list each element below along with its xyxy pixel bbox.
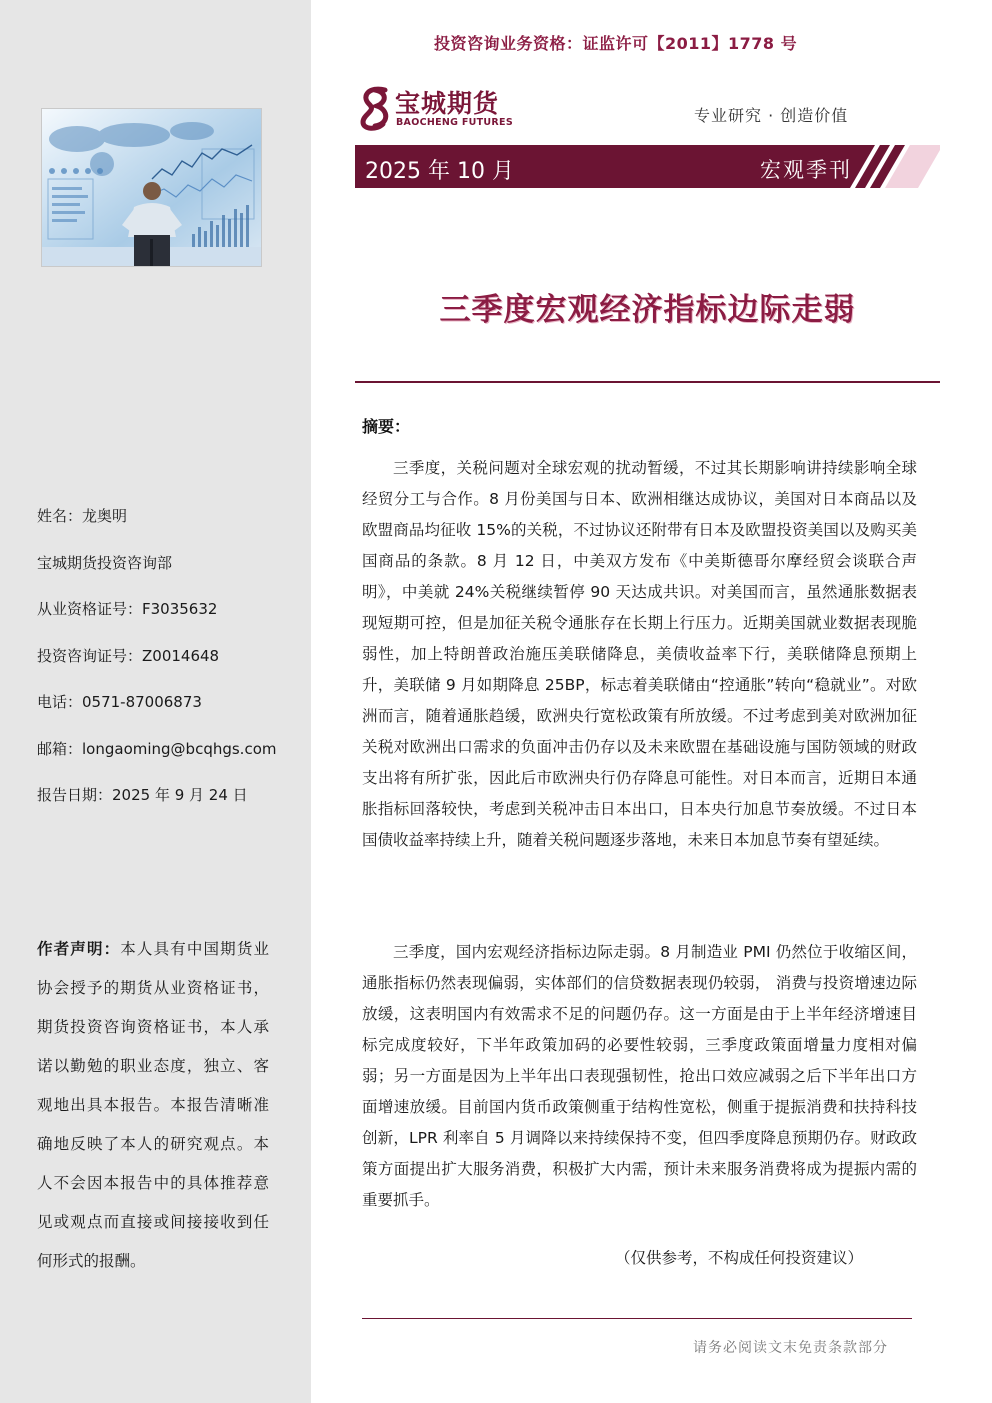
abstract-paragraph-1: 三季度，关税问题对全球宏观的扰动暂缓，不过其长期影响讲持续影响全球经贸分工与合作。8 月份美国与日本、欧洲相继达成协议，美国对日本商品以及欧盟商品均征收 15%的关税，不过协议还附带有日本及欧盟投资美国以及购买美国商品的条款。8 月 12 日，中美双方发布《中美斯德哥尔摩经贸会谈联合声明》，中美就 24%关税继续暂停 90 天达成共识。对美国而言，虽然通胀数据表现短期可控，但是加征关税令通胀存在长期上行压力。近期美国就业数据表现脆弱性，加上特朗普政治施压美联储降息，美债收益率下行，美联储降息预期上升，美联储 9 月如期降息 25BP，标志着美联储由“控通胀”转向“稳就业”。对欧洲而言，随着通胀趋缓，欧洲央行宽松政策有所放缓。不过考虑到美对欧洲加征关税对欧洲出口需求的负面冲击仍存以及未来欧盟在基础设施与国防领域的财政支出将有所扩张，因此后市欧洲央行仍存降息可能性。对日本而言，近期日本通胀指标回落较快，考虑到关税冲击日本出口，日本央行加息节奏放缓。不过日本国债收益率持续上升，随着关税问题逐步落地，未来日本加息节奏有望延续。: [362, 459, 917, 849]
company-logo: [355, 84, 525, 132]
author-consult-license: 投资咨询证号：Z0014648: [37, 646, 220, 665]
slogan: 专业研究 · 创造价值: [694, 106, 849, 125]
report-type: 宏观季刊: [760, 158, 852, 182]
author-phone: 电话：0571-87006873: [37, 693, 202, 711]
author-declaration: [37, 930, 269, 1281]
report-date: 报告日期：2025 年 9 月 24 日: [37, 786, 248, 804]
cover-image: [41, 108, 262, 267]
logo-chinese: 宝城期货: [395, 89, 500, 118]
businessman-chart-illustration: [42, 109, 262, 267]
logo-mark-icon: [355, 84, 395, 132]
investment-disclaimer-note: （仅供参考，不构成任何投资建议）: [615, 1249, 864, 1267]
logo-english: BAOCHENG FUTURES: [396, 117, 513, 128]
author-email: 邮箱：longaoming@bcqhgs.com: [37, 739, 277, 758]
report-title: 三季度宏观经济指标边际走弱: [439, 292, 856, 328]
author-name: 姓名：龙奥明: [37, 507, 128, 525]
declaration-text: 本人具有中国期货业协会授予的期货从业资格证书，期货投资咨询资格证书，本人承诺以勤勉的职业态度，独立、客观地出具本报告。本报告清晰准确地反映了本人的研究观点。本人不会因本报告中的具体推荐意见或观点而直接或间接接收到任何形式的报酬。: [37, 940, 269, 1270]
footer-divider: [362, 1318, 912, 1319]
author-department: 宝城期货投资咨询部: [37, 553, 173, 572]
issue-date: 2025 年 10 月: [365, 159, 514, 184]
issue-banner: [355, 145, 940, 188]
title-divider: [355, 381, 940, 383]
author-license: 从业资格证号：F3035632: [37, 600, 218, 618]
abstract-paragraph-2: 三季度，国内宏观经济指标边际走弱。8 月制造业 PMI 仍然位于收缩区间，通胀指标仍然表现偏弱，实体部们的信贷数据表现仍较弱， 消费与投资增速边际放缓，这表明国内有效需求不足的问题仍存。这一方面是由于上半年经济增速目标完成度较好，下半年政策加码的必要性较弱，三季度政策面增量力度相对偏弱；另一方面是因为上半年出口表现强韧性，抢出口效应减弱之后下半年出口方面增速放缓。目前国内货币政策侧重于结构性宽松，侧重于提振消费和扶持科技创新，LPR 利率自 5 月调降以来持续保持不变，但四季度降息预期仍存。财政政策方面提出扩大服务消费，积极扩大内需，预计未来服务消费将成为提振内需的重要抓手。: [362, 943, 917, 1209]
author-info: [37, 505, 297, 831]
sidebar: [0, 0, 311, 1403]
abstract-heading: 摘要：: [362, 417, 411, 436]
declaration-label: 作者声明：: [37, 940, 121, 958]
footer-note: 请务必阅读文末免责条款部分: [693, 1340, 888, 1356]
qualification-line: 投资咨询业务资格：证监许可【2011】1778 号: [434, 34, 798, 53]
